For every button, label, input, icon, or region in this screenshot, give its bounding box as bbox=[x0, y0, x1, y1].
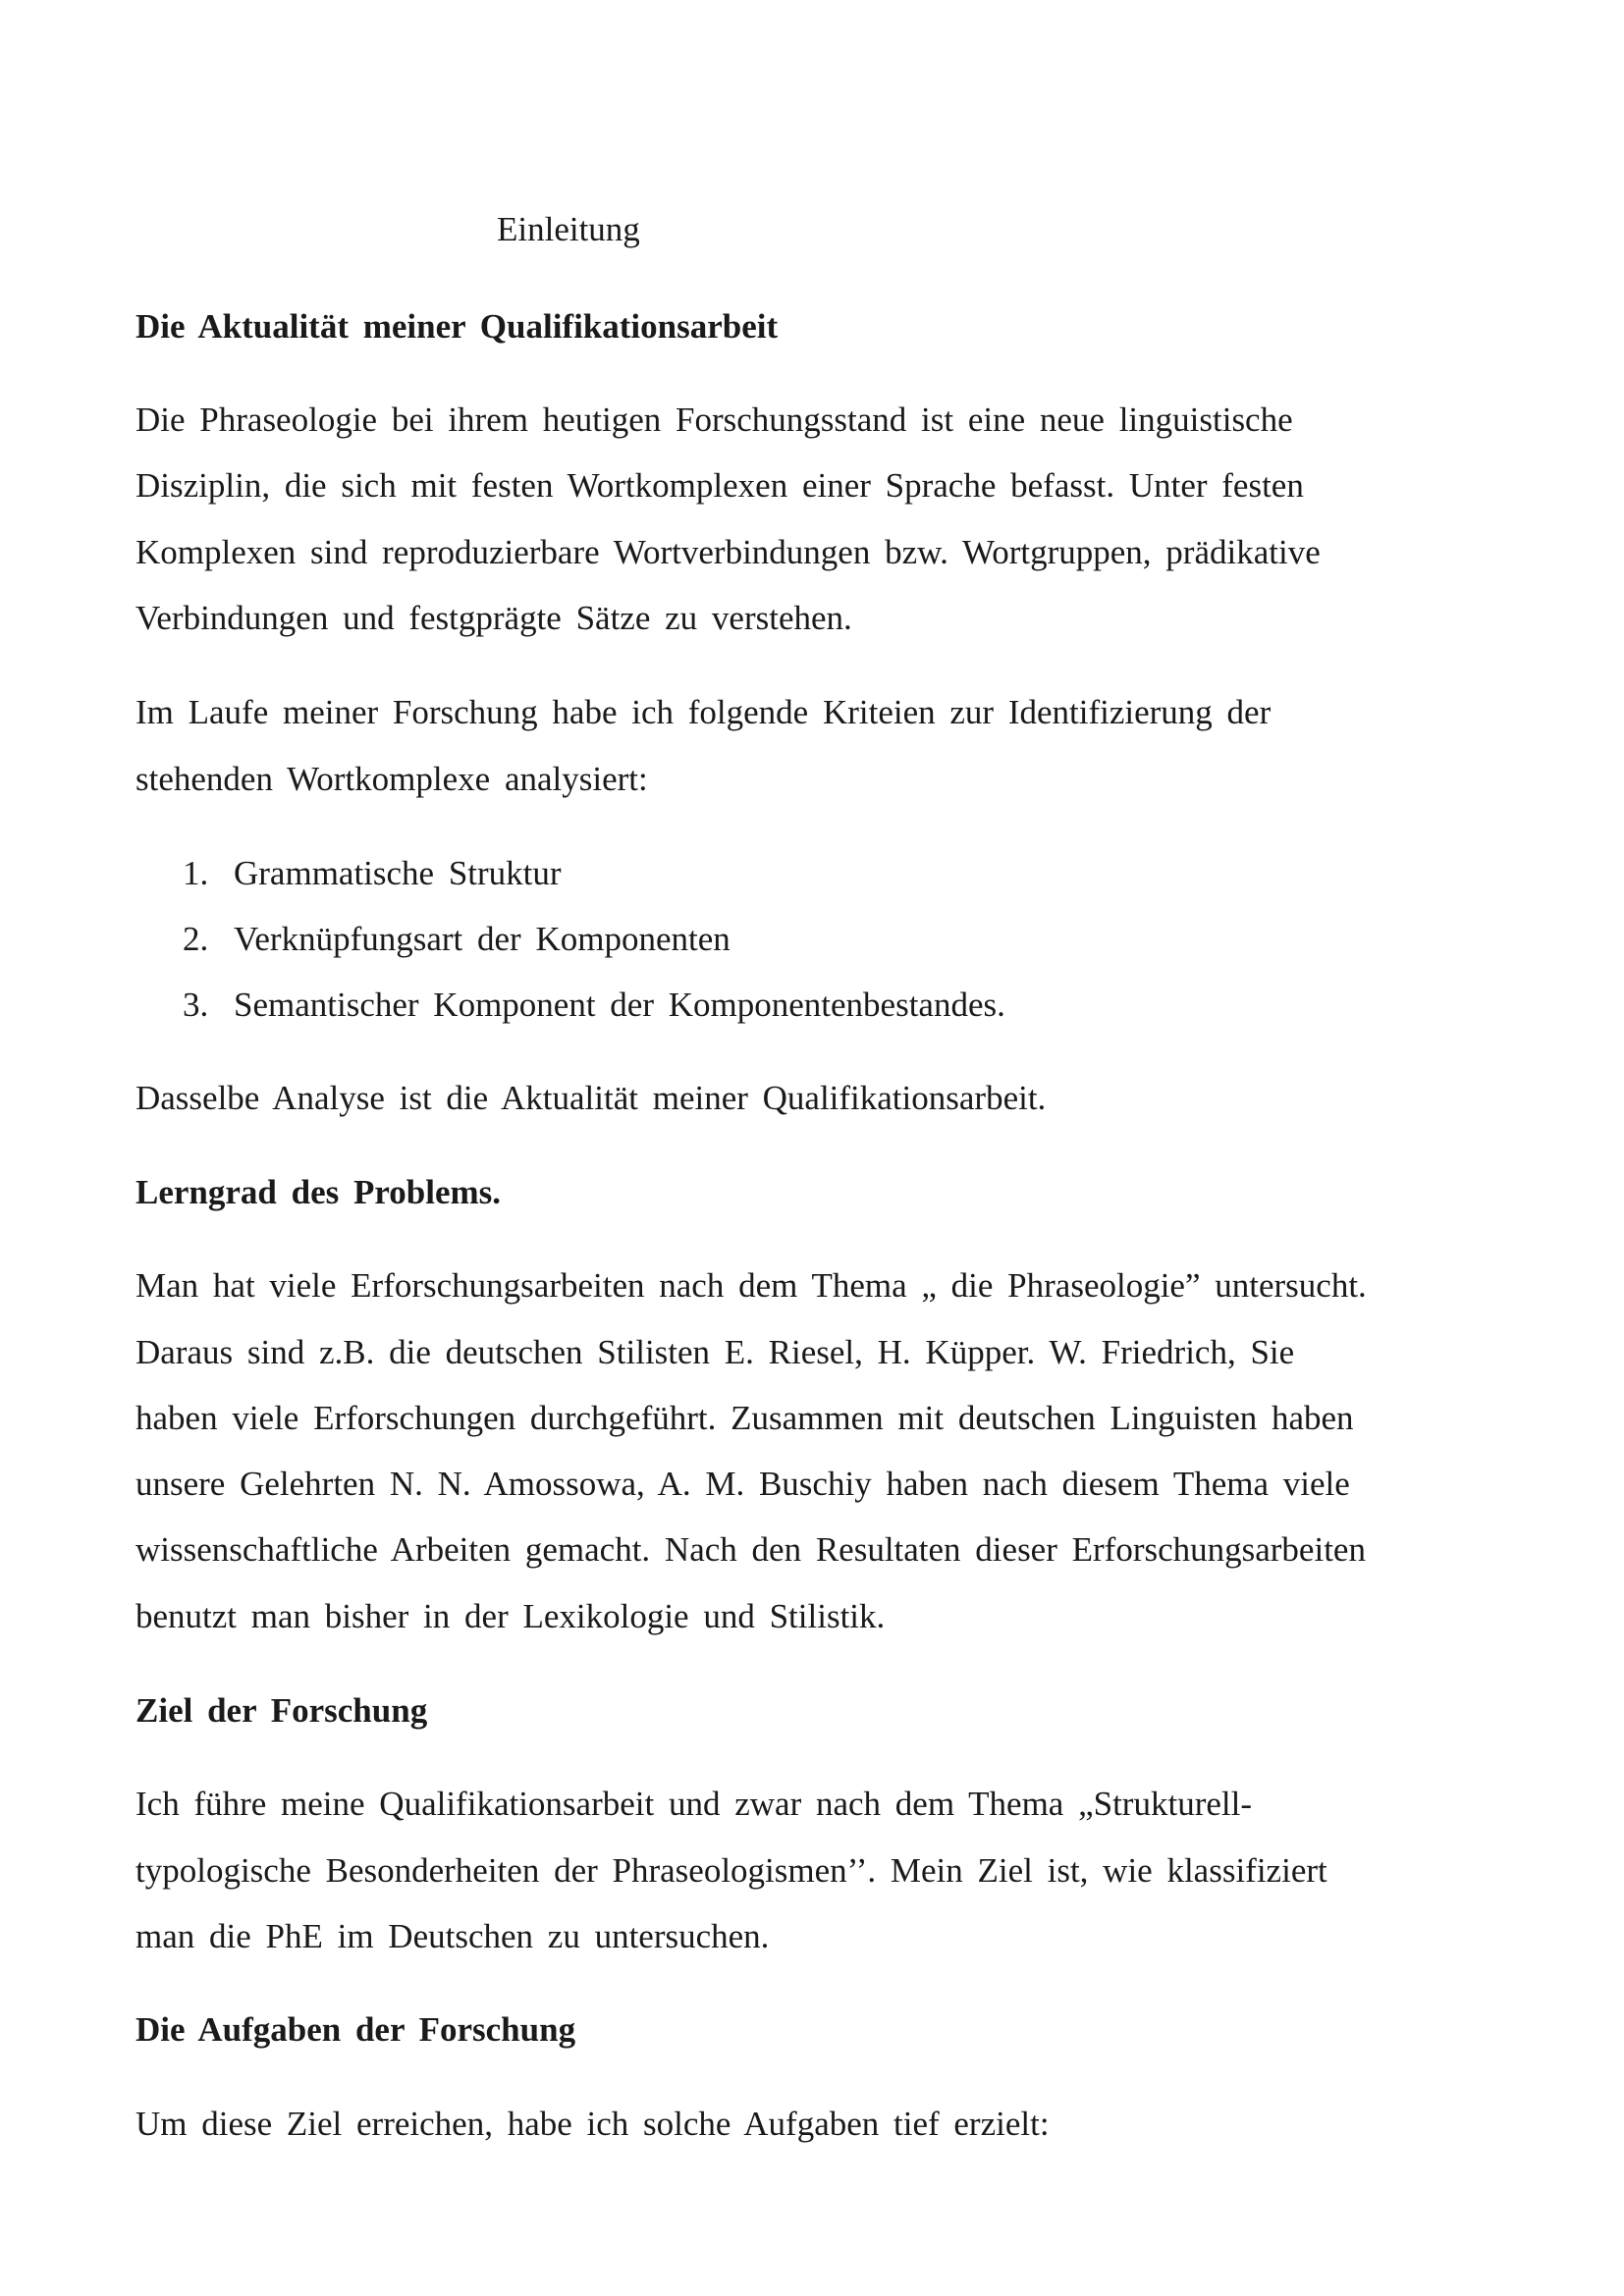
list-number: 2. bbox=[183, 920, 209, 958]
heading-ziel: Ziel der Forschung bbox=[135, 1691, 428, 1730]
paragraph-line: typologische Besonderheiten der Phraseologismen’’. Mein Ziel ist, wie klassifiziert bbox=[135, 1851, 1327, 1890]
document-title: Einleitung bbox=[497, 210, 640, 248]
paragraph-line: haben viele Erforschungen durchgeführt. Zusammen mit deutschen Linguisten haben bbox=[135, 1399, 1354, 1437]
paragraph-line: Disziplin, die sich mit festen Wortkomplexen einer Sprache befasst. Unter festen bbox=[135, 466, 1304, 505]
paragraph-line: Dasselbe Analyse ist die Aktualität meiner Qualifikationsarbeit. bbox=[135, 1079, 1047, 1117]
list-item: Grammatische Struktur bbox=[234, 854, 562, 892]
paragraph-line: Die Phraseologie bei ihrem heutigen Forschungsstand ist eine neue linguistische bbox=[135, 400, 1293, 439]
paragraph-line: Komplexen sind reproduzierbare Wortverbindungen bzw. Wortgruppen, prädikative bbox=[135, 533, 1321, 571]
list-number: 1. bbox=[183, 854, 209, 892]
paragraph-line: benutzt man bisher in der Lexikologie und Stilistik. bbox=[135, 1597, 886, 1635]
paragraph-line: Im Laufe meiner Forschung habe ich folgende Kriteien zur Identifizierung der bbox=[135, 693, 1272, 731]
list-item: Semantischer Komponent der Komponentenbestandes. bbox=[234, 986, 1005, 1024]
paragraph-line: Daraus sind z.B. die deutschen Stilisten E. Riesel, H. Küpper. W. Friedrich, Sie bbox=[135, 1333, 1295, 1371]
heading-aufgaben: Die Aufgaben der Forschung bbox=[135, 2010, 576, 2049]
paragraph-line: stehenden Wortkomplexe analysiert: bbox=[135, 760, 648, 798]
list-item: Verknüpfungsart der Komponenten bbox=[234, 920, 731, 958]
heading-lerngrad: Lerngrad des Problems. bbox=[135, 1173, 502, 1211]
paragraph-line: Ich führe meine Qualifikationsarbeit und zwar nach dem Thema „Strukturell- bbox=[135, 1785, 1252, 1823]
paragraph-line: wissenschaftliche Arbeiten gemacht. Nach den Resultaten dieser Erforschungsarbeiten bbox=[135, 1530, 1366, 1569]
paragraph-line: unsere Gelehrten N. N. Amossowa, A. M. Buschiy haben nach diesem Thema viele bbox=[135, 1465, 1350, 1503]
paragraph-line: Verbindungen und festgprägte Sätze zu verstehen. bbox=[135, 599, 852, 637]
paragraph-line: man die PhE im Deutschen zu untersuchen. bbox=[135, 1917, 770, 1955]
paragraph-line: Um diese Ziel erreichen, habe ich solche Aufgaben tief erzielt: bbox=[135, 2105, 1050, 2143]
paragraph-line: Man hat viele Erforschungsarbeiten nach dem Thema „ die Phraseologie” untersucht. bbox=[135, 1266, 1367, 1305]
list-number: 3. bbox=[183, 986, 209, 1024]
heading-aktualitaet: Die Aktualität meiner Qualifikationsarbeit bbox=[135, 307, 779, 346]
